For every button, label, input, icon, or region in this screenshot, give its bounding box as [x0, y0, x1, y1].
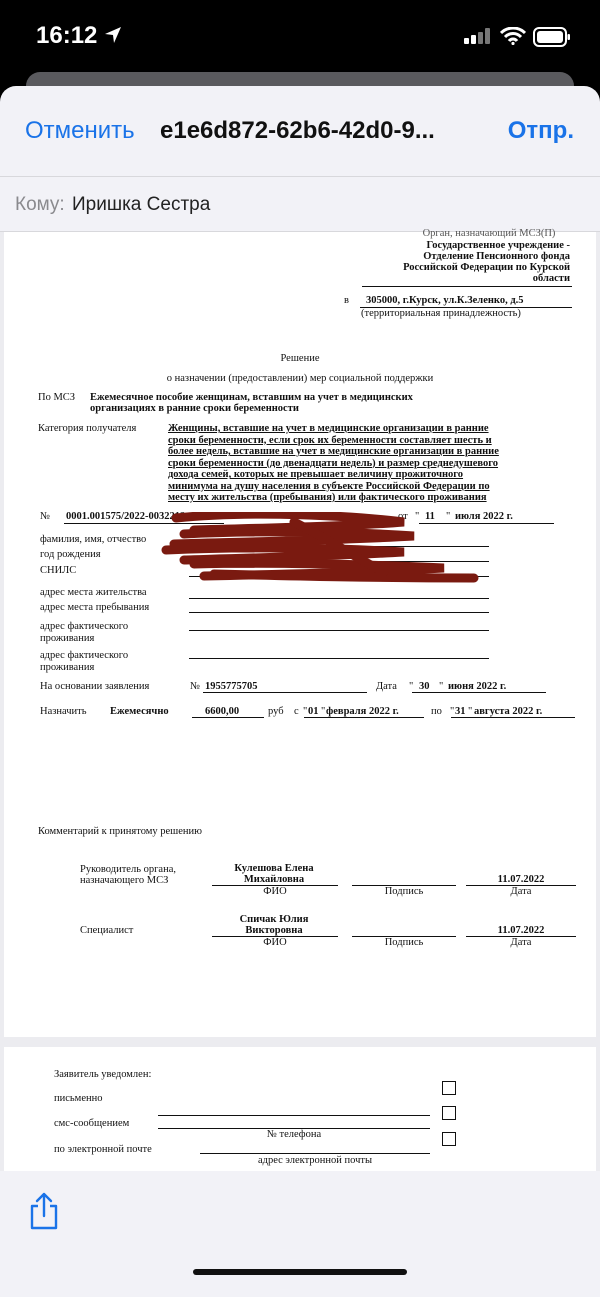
checkbox-email[interactable] — [442, 1132, 456, 1146]
spec-sign-date: 11.07.2022 — [497, 925, 545, 936]
quote: " — [415, 511, 420, 522]
org-address: 305000, г.Курск, ул.К.Зеленко, д.5 — [366, 295, 524, 306]
quote: " — [439, 681, 444, 692]
category-line: месту их жительства (пребывания) или фактического проживания — [168, 492, 487, 503]
quote: " — [450, 706, 455, 717]
redaction-scribble — [154, 512, 484, 592]
currency: руб — [268, 706, 284, 717]
spec-name-line: Спичак Юлия — [239, 914, 309, 925]
org-header-cut: Орган, назначающий МСЗ(П) — [422, 228, 556, 239]
caption-fio: ФИО — [263, 937, 287, 948]
to-label: Кому: — [15, 194, 65, 215]
quote: " — [409, 681, 414, 692]
quote: " — [303, 706, 308, 717]
comment-label: Комментарий к принятому решению — [38, 826, 203, 837]
basis-number-label: № — [190, 681, 201, 692]
application-number: 1955775705 — [205, 681, 258, 692]
assign-type: Ежемесячно — [110, 706, 169, 717]
document-page-1 — [4, 228, 596, 1037]
option-letter: письменно — [54, 1093, 103, 1104]
decision-day: 11 — [425, 511, 435, 522]
send-button[interactable]: Отпр. — [507, 117, 574, 144]
msz-label: По МСЗ — [38, 392, 76, 403]
phone-caption: № телефона — [266, 1129, 322, 1140]
period-to-day: 31 — [455, 706, 466, 717]
head-role-line: назначающего МСЗ — [80, 875, 169, 886]
basis-day: 30 — [419, 681, 430, 692]
field-label-snils: СНИЛС — [40, 565, 77, 576]
basis-month-year: июня 2022 г. — [448, 681, 507, 692]
category-line: дохода семей, которых не превышает величину прожиточного — [168, 469, 464, 480]
assign-amount: 6600,00 — [205, 706, 240, 717]
subject-title: e1e6d872-62b6-42d0-9... — [160, 117, 435, 144]
option-email: по электронной почте — [54, 1144, 152, 1155]
cellular-signal-icon — [464, 28, 492, 44]
period-from-prefix: с — [294, 706, 299, 717]
wifi-icon — [500, 27, 526, 45]
document-subtitle: о назначении (предоставлении) мер социальной поддержки — [166, 373, 434, 384]
caption-signature: Подпись — [384, 886, 424, 897]
location-arrow-icon — [104, 26, 122, 44]
head-name-line: Михайловна — [243, 874, 305, 885]
period-to-prefix: по — [431, 706, 442, 717]
addr-prefix: в — [344, 295, 349, 306]
attachment-preview[interactable] — [0, 228, 600, 1172]
field-label-actual-2: адрес фактического проживания — [40, 650, 129, 673]
number-label: № — [40, 511, 51, 522]
caption-date: Дата — [510, 937, 532, 948]
msz-line: Ежемесячное пособие женщинам, вставшим на учет в медицинских — [90, 392, 413, 403]
compose-navbar — [0, 86, 600, 176]
caption-signature: Подпись — [384, 937, 424, 948]
quote: " — [321, 706, 326, 717]
email-caption: адрес электронной почты — [257, 1155, 373, 1166]
caption-date: Дата — [510, 886, 532, 897]
bottom-toolbar — [0, 1171, 600, 1297]
notified-label: Заявитель уведомлен: — [54, 1069, 152, 1080]
head-name-line: Кулешова Елена — [234, 863, 314, 874]
period-to-month-year: августа 2022 г. — [474, 706, 543, 717]
field-label-residence: адрес места жительства — [40, 587, 147, 598]
org-line: Отделение Пенсионного фонда — [423, 251, 570, 262]
category-line: более недель, вставшие на учет в медицинские организации в ранние — [168, 446, 499, 457]
org-line: области — [532, 273, 570, 284]
recipient-row[interactable] — [0, 176, 600, 232]
org-line: Государственное учреждение - — [426, 240, 570, 251]
category-line: сроки беременности (до двенадцати недель) и размер среднедушевого — [168, 457, 499, 469]
field-label-actual-1: адрес фактического проживания — [40, 621, 129, 644]
period-from-month-year: февраля 2022 г. — [326, 706, 399, 717]
head-sign-date: 11.07.2022 — [497, 874, 545, 885]
cancel-button[interactable]: Отменить — [25, 117, 135, 144]
caption-fio: ФИО — [263, 886, 287, 897]
status-bar — [0, 0, 600, 72]
category-line: сроки беременности, если срок их беременности составляет шесть и — [168, 434, 492, 446]
assign-label: Назначить — [40, 706, 87, 717]
msz-line: организациях в ранние сроки беременности — [90, 403, 299, 414]
status-time: 16:12 — [36, 22, 98, 49]
checkbox-letter[interactable] — [442, 1081, 456, 1095]
battery-icon — [533, 27, 571, 47]
field-label-fio: фамилия, имя, отчество — [40, 534, 147, 545]
category-label: Категория получателя — [38, 423, 137, 434]
quote: " — [468, 706, 473, 717]
home-indicator[interactable] — [193, 1269, 407, 1275]
specialist-role: Специалист — [80, 925, 134, 936]
category-line: минимума на душу населения в субъекте Российской Федерации по — [168, 480, 490, 492]
option-sms: смс-сообщением — [54, 1118, 130, 1129]
period-from-day: 01 — [308, 706, 319, 717]
basis-date-label: Дата — [376, 681, 397, 692]
field-label-birth-year: год рождения — [40, 549, 101, 560]
decision-number: 0001.001575/2022-0032212 — [66, 511, 186, 522]
category-line: Женщины, вставшие на учет в медицинские организации в ранние — [168, 423, 489, 434]
address-caption: (территориальная принадлежность) — [361, 308, 521, 319]
from-label: от — [398, 511, 408, 522]
basis-label: На основании заявления — [40, 681, 150, 692]
document-title: Решение — [280, 353, 320, 364]
org-line: Российской Федерации по Курской — [403, 262, 570, 273]
recipient-name[interactable]: Иришка Сестра — [72, 194, 211, 215]
quote: " — [446, 511, 451, 522]
field-label-stay: адрес места пребывания — [40, 602, 150, 613]
share-icon[interactable] — [28, 1191, 60, 1231]
decision-month-year: июля 2022 г. — [455, 511, 513, 522]
checkbox-sms[interactable] — [442, 1106, 456, 1120]
spec-name-line: Викторовна — [245, 925, 303, 936]
mail-compose-sheet — [0, 86, 600, 1297]
head-role-line: Руководитель органа, — [80, 864, 176, 875]
